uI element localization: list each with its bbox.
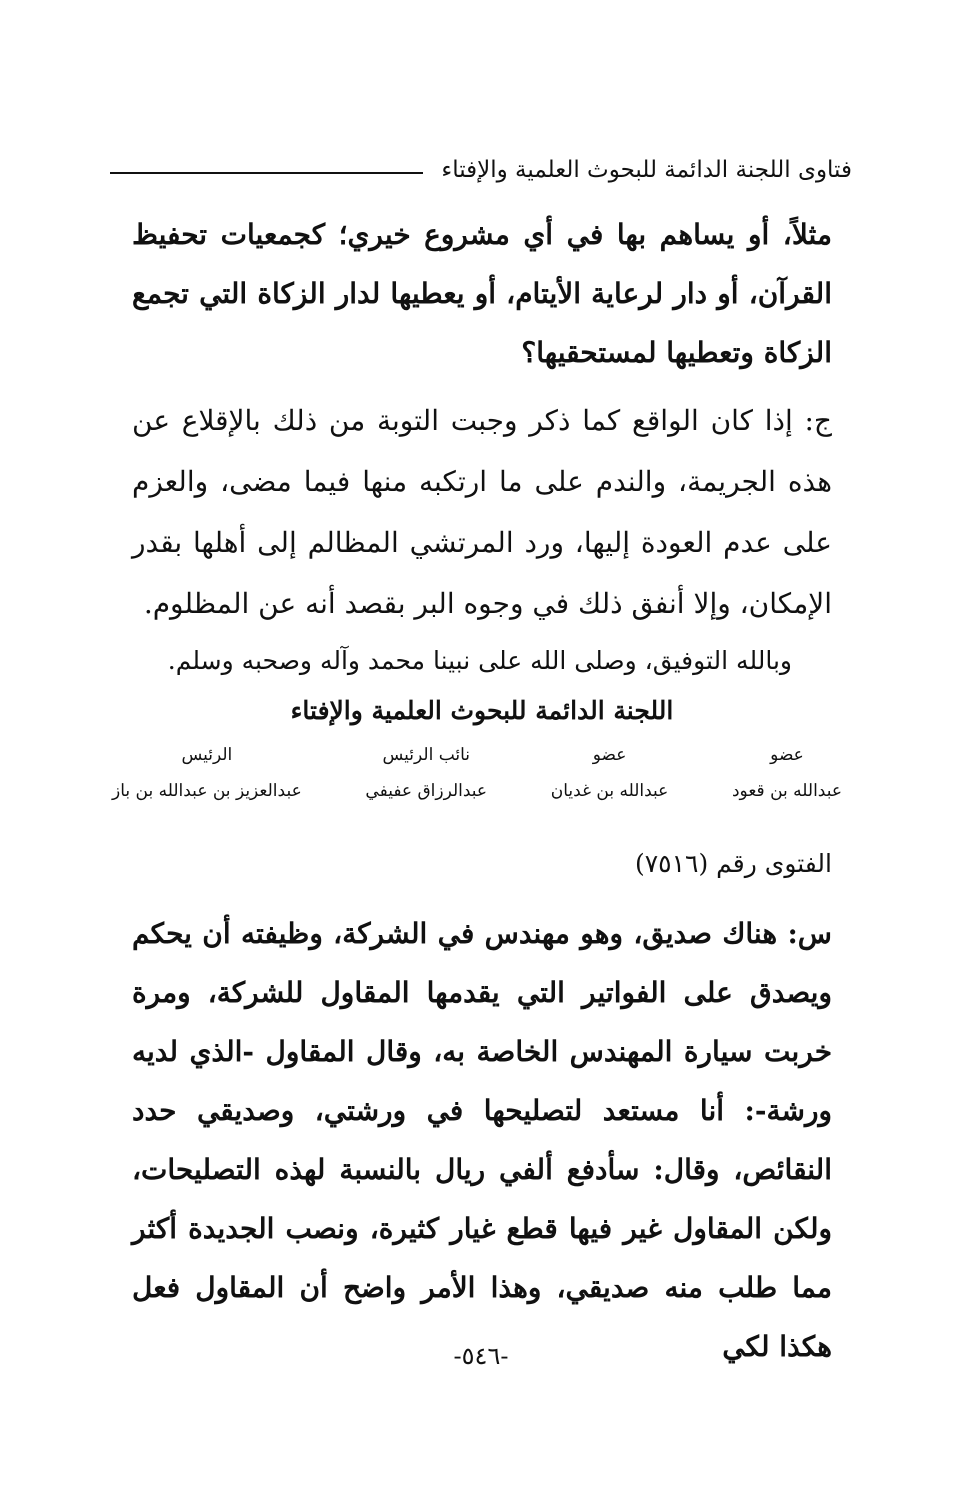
signatory-role: الرئيس [181, 745, 233, 765]
signatory-name: عبدالرزاق عفيفي [365, 781, 488, 801]
committee-name: اللجنة الدائمة للبحوث العلمية والإفتاء [290, 696, 674, 725]
signatories [112, 737, 842, 809]
answer-1: ج: إذا كان الواقع كما ذكر وجبت التوبة من ذلك بالإقلاع عن هذه الجريمة، والندم على ما ارتكبه منها فيما مضى، والعزم على عدم العودة إليها، ورد المرتشي المظالم إلى أهلها بقدر الإمكان، وإلا أنفق ذلك في وجوه البر بقصد أنه عن المظلوم. [132, 404, 832, 620]
signatory-name: عبدالعزيز بن عبدالله بن باز [112, 781, 302, 801]
signatory-name: عبدالله بن غديان [550, 781, 669, 801]
running-header [110, 150, 852, 190]
signatory-role: نائب الرئيس [382, 745, 471, 765]
page-number: -٥٤٦- [453, 1342, 509, 1370]
header-rule [110, 172, 423, 174]
signatory-role: عضو [770, 745, 804, 765]
header-title: فتاوى اللجنة الدائمة للبحوث العلمية والإفتاء [441, 157, 852, 183]
fatwa-number: الفتوى رقم (٧٥١٦) [634, 849, 832, 878]
signatory [112, 737, 302, 809]
signatory-name: عبدالله بن قعود [731, 781, 842, 801]
question-1: مثلاً، أو يساهم بها في أي مشروع خيري؛ كجمعيات تحفيظ القرآن، أو دار لرعاية الأيتام، أو يعطيها لدار الزكاة التي تجمع الزكاة وتعطيها لمستحقيها؟ [132, 218, 832, 369]
signatory [551, 737, 669, 809]
closing-line: وبالله التوفيق، وصلى الله على نبينا محمد وآله وصحبه وسلم. [167, 646, 792, 675]
page-body [112, 205, 842, 1376]
signatory [365, 737, 487, 809]
signatory-role: عضو [592, 745, 627, 765]
signatory [732, 737, 842, 809]
question-2: س: هناك صديق، وهو مهندس في الشركة، وظيفته أن يحكم ويصدق على الفواتير التي يقدمها المقاول للشركة، ومرة خربت سيارة المهندس الخاصة به، وقال المقاول -الذي لديه ورشة-: أنا مستعد لتصليحها في ورشتي، وصديقي حدد النقائص، وقال: سأدفع ألفي ريال بالنسبة لهذه التصليحات، ولكن المقاول غير فيها قطع غيار كثيرة، ونصب الجديدة أكثر مما طلب منه صديقي، وهذا الأمر واضح أن المقاول فعل هكذا لكي [132, 917, 832, 1363]
